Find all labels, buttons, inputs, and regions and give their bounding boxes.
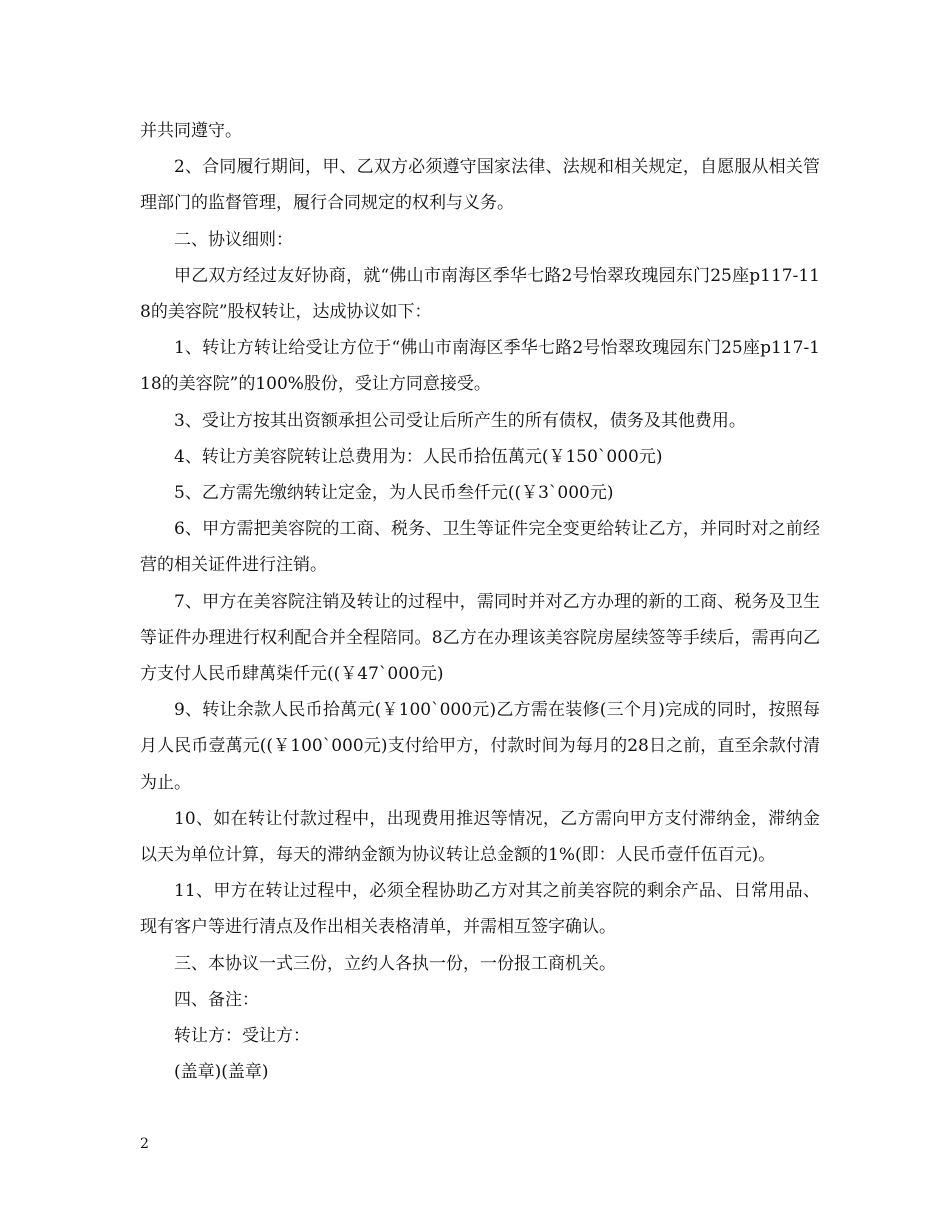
paragraph: 1、转让方转让给受让方位于“佛山市南海区季华七路2号怡翠玫瑰园东门25座p117-118的美容院”的100%股份，受让方同意接受。 <box>140 338 820 395</box>
signature-parties: 转让方：受让方： <box>174 1026 310 1047</box>
section-heading: 二、协议细则： <box>174 229 293 250</box>
paragraph: 2、合同履行期间，甲、乙双方必须遵守国家法律、法规和相关规定，自愿服从相关管理部门的监督管理，履行合同规定的权利与义务。 <box>140 157 820 214</box>
section-heading: 三、本协议一式三份，立约人各执一份，一份报工商机关。 <box>174 953 616 974</box>
seal-placeholders: (盖章)(盖章) <box>174 1062 269 1083</box>
section-heading: 四、备注： <box>174 989 259 1010</box>
paragraph: 3、受让方按其出资额承担公司受让后所产生的所有债权，债务及其他费用。 <box>174 410 746 431</box>
paragraph: 10、如在转让付款过程中，出现费用推迟等情况，乙方需向甲方支付滞纳金，滞纳金以天为单位计算，每天的滞纳金额为协议转让总金额的1%(即：人民币壹仟伍百元)。 <box>140 808 820 866</box>
paragraph: 11、甲方在转让过程中，必须全程协助乙方对其之前美容院的剩余产品、日常用品、现有客户等进行清点及作出相关表格清单，并需相互签字确认。 <box>140 881 820 938</box>
document-body <box>140 113 820 1090</box>
paragraph: 9、转让余款人民币拾萬元(￥100`000元)乙方需在装修(三个月)完成的同时，按照每月人民币壹萬元((￥100`000元)支付给甲方，付款时间为每月的28日之前，直至余款付清为止。 <box>140 700 820 793</box>
page-number: 2 <box>140 1136 149 1152</box>
paragraph: 6、甲方需把美容院的工商、税务、卫生等证件完全变更给转让乙方，并同时对之前经营的相关证件进行注销。 <box>140 519 820 576</box>
paragraph: 5、乙方需先缴纳转让定金，为人民币叁仟元((￥3`000元) <box>174 483 614 504</box>
paragraph: 7、甲方在美容院注销及转让的过程中，需同时并对乙方办理的新的工商、税务及卫生等证件办理进行权利配合并全程陪同。8乙方在办理该美容院房屋续签等手续后，需再向乙方支付人民币肆萬柒仟元((￥47`000元) <box>140 591 820 685</box>
paragraph: 甲乙双方经过友好协商，就“佛山市南海区季华七路2号怡翠玫瑰园东门25座p117-118的美容院”股权转让，达成协议如下： <box>140 265 820 323</box>
paragraph: 并共同遵守。 <box>140 121 242 141</box>
paragraph: 4、转让方美容院转让总费用为：人民币拾伍萬元(￥150`000元) <box>174 446 663 467</box>
